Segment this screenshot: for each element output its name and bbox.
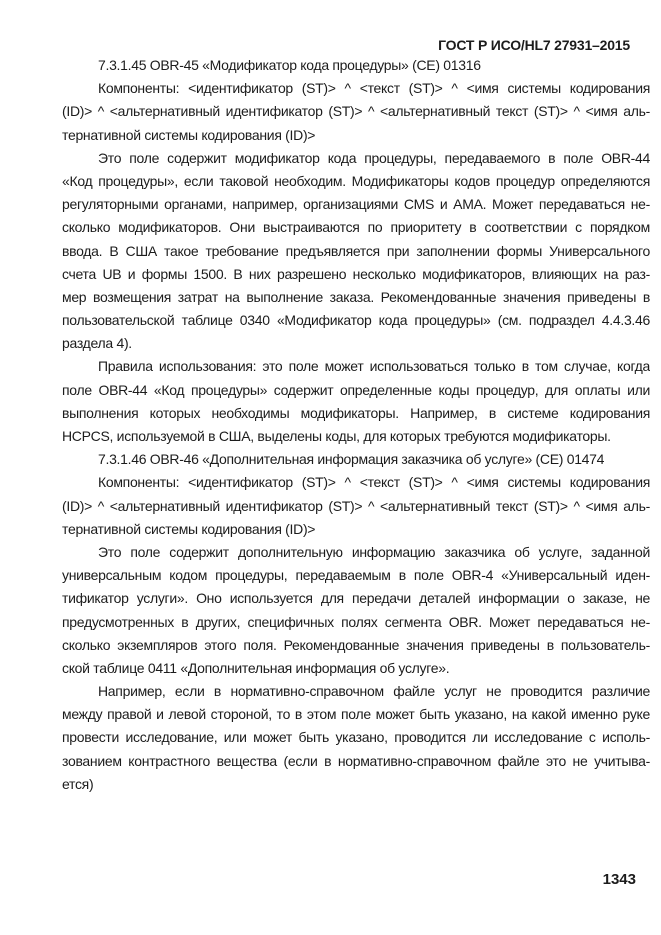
text-line: Правила использования: это поле может использоваться только в том случае, когда [98, 358, 650, 375]
text-line: (ID)> ^ <альтернативный идентификатор (ST)> ^ <альтернативный текст (ST)> ^ <имя аль- [62, 103, 650, 120]
text-line: «Код процедуры», если таковой необходим. Модификаторы кодов процедур определяются [62, 172, 650, 189]
paragraph [62, 680, 650, 796]
running-header: ГОСТ Р ИСО/HL7 27931–2015 [438, 37, 630, 53]
document-body [62, 54, 650, 796]
paragraph [62, 77, 650, 147]
text-line: 7.3.1.45 OBR-45 «Модификатор кода процедуры» (CE) 01316 [98, 57, 481, 73]
text-line: тификатор услуги». Оно используется для передачи деталей информации о заказе, не [62, 590, 650, 607]
text-line: тернативной системы кодирования (ID)> [62, 520, 316, 537]
paragraph [62, 355, 650, 448]
text-line: выполнения которых необходимы модификаторы. Например, в системе кодирования [62, 404, 650, 421]
clause-heading [62, 448, 650, 471]
paragraph [62, 471, 650, 541]
text-line: универсальным кодом процедуры, передаваемым в поле OBR-4 «Универсальный иден- [62, 567, 650, 584]
text-line: сколько экземпляров этого поля. Рекомендованные значения приведены в пользователь- [62, 636, 650, 653]
text-line: пользовательской таблице 0340 «Модификатор кода процедуры» (см. подраздел 4.4.3.46 [62, 312, 650, 329]
text-line: HCPCS, используемой в США, выделены коды, для которых требуются модификаторы. [62, 428, 611, 444]
text-line: счета UB и формы 1500. В них разрешено несколько модификаторов, влияющих на раз- [62, 265, 650, 282]
text-line: ется) [62, 775, 94, 792]
text-line: (ID)> ^ <альтернативный идентификатор (ST)> ^ <альтернативный текст (ST)> ^ <имя аль- [62, 497, 650, 514]
text-line: зованием контрастного вещества (если в нормативно-справочном файле это не учитыва- [62, 752, 650, 769]
text-line: тернативной системы кодирования (ID)> [62, 126, 316, 143]
text-line: ввода. В США такое требование предъявляется при заполнении формы Универсального [62, 242, 650, 259]
text-line: регуляторными органами, например, организациями CMS и AMA. Может передаваться не- [62, 196, 650, 213]
text-line: ской таблице 0411 «Дополнительная информация об услуге». [62, 659, 450, 676]
text-line: между правой и левой стороной, то в этом поле может быть указано, на какой именно руке [62, 706, 650, 723]
paragraph [62, 541, 650, 680]
paragraph [62, 147, 650, 356]
text-line: предусмотренных в других, специфичных полях сегмента OBR. Может передаваться не- [62, 613, 650, 630]
text-line: Это поле содержит модификатор кода процедуры, передаваемого в поле OBR-44 [98, 149, 650, 166]
text-line: Компоненты: <идентификатор (ST)> ^ <текст (ST)> ^ <имя системы кодирования [98, 80, 650, 97]
text-line: сколько модификаторов. Они выстраиваются по приоритету в соответствии с порядком [62, 219, 650, 236]
text-line: поле OBR-44 «Код процедуры» содержит определенные коды процедур, для оплаты или [62, 381, 650, 398]
text-line: провести исследование, или может быть указано, проводится ли исследование с исполь- [62, 729, 650, 746]
text-line: раздела 4). [62, 335, 132, 352]
page-number: 1343 [602, 871, 636, 888]
clause-heading [62, 54, 650, 77]
text-line: мер возмещения затрат на выполнение заказа. Рекомендованные значения приведены в [62, 288, 650, 305]
text-line: Например, если в нормативно-справочном файле услуг не проводится различие [98, 683, 650, 700]
text-line: Компоненты: <идентификатор (ST)> ^ <текст (ST)> ^ <имя системы кодирования [98, 474, 650, 491]
text-line: Это поле содержит дополнительную информацию заказчика об услуге, заданной [98, 543, 650, 560]
text-line: 7.3.1.46 OBR-46 «Дополнительная информация заказчика об услуге» (CE) 01474 [98, 451, 605, 468]
